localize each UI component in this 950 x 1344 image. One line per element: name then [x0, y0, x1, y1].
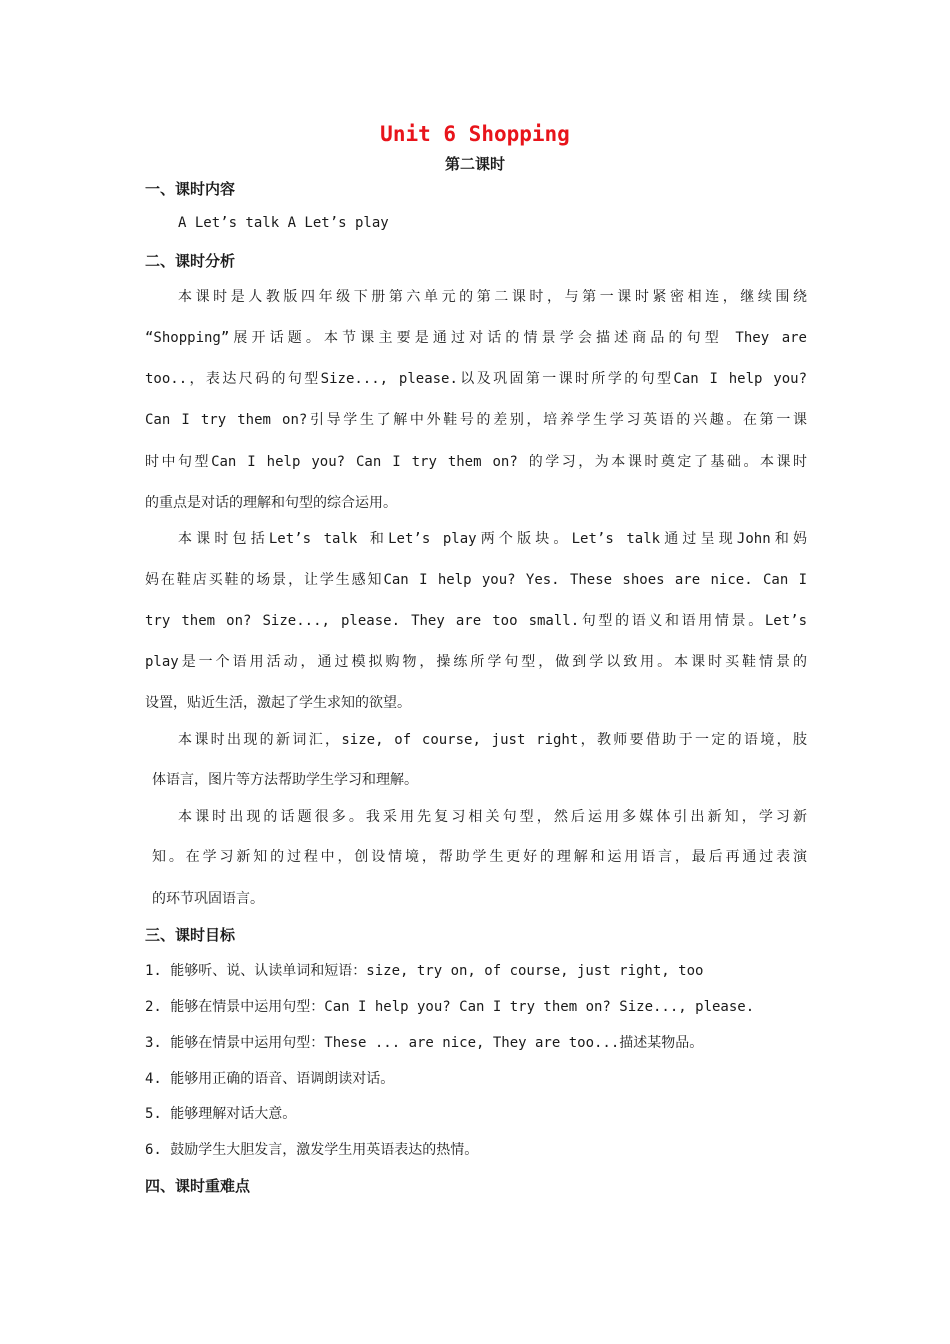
analysis-line: try them on? Size..., please. They are too small.句型的语义和语用情景。Let’s [145, 613, 807, 629]
analysis-line: too..，表达尺码的句型Size..., please.以及巩固第一课时所学的句型Can I help you? [145, 371, 807, 387]
analysis-line: Can I try them on?引导学生了解中外鞋号的差别，培养学生学习英语的兴趣。在第一课 [145, 412, 807, 428]
section-content-text: A Let’s talk A Let’s play [178, 215, 389, 231]
analysis-line: 设置，贴近生活，激起了学生求知的欲望。 [145, 695, 411, 711]
analysis-line: 体语言，图片等方法帮助学生学习和理解。 [152, 772, 418, 788]
analysis-line: 知。在学习新知的过程中，创设情境，帮助学生更好的理解和运用语言，最后再通过表演 [152, 849, 807, 865]
objective-item: 1. 能够听、说、认读单词和短语：size, try on, of course, just right, too [145, 963, 704, 979]
objective-item: 2. 能够在情景中运用句型：Can I help you? Can I try them on? Size..., please. [145, 999, 755, 1015]
analysis-line: 本课时出现的话题很多。我采用先复习相关句型，然后运用多媒体引出新知，学习新 [178, 809, 807, 825]
analysis-line: 本课时包括Let’s talk 和Let’s play两个版块。Let’s talk通过呈现John和妈 [178, 531, 807, 547]
section-heading-analysis: 二、课时分析 [145, 252, 236, 270]
document-subtitle: 第二课时 [444, 155, 505, 173]
objective-item: 4. 能够用正确的语音、语调朗读对话。 [145, 1071, 395, 1087]
analysis-line: 妈在鞋店买鞋的场景，让学生感知Can I help you? Yes. These shoes are nice. Can I [145, 572, 807, 588]
analysis-line: 本课时出现的新词汇，size, of course, just right，教师要借助于一定的语境，肢 [178, 732, 807, 748]
analysis-line: 本课时是人教版四年级下册第六单元的第二课时，与第一课时紧密相连，继续围绕 [178, 289, 807, 305]
objective-item: 5. 能够理解对话大意。 [145, 1106, 297, 1122]
analysis-line: 时中句型Can I help you? Can I try them on? 的学习，为本课时奠定了基础。本课时 [145, 454, 807, 470]
analysis-line: play是一个语用活动，通过模拟购物，操练所学句型，做到学以致用。本课时买鞋情景的 [145, 654, 807, 670]
document-title: Unit 6 Shopping [380, 122, 570, 146]
analysis-line: 的环节巩固语言。 [152, 891, 264, 907]
section-heading-content: 一、课时内容 [145, 180, 236, 198]
analysis-line: 的重点是对话的理解和句型的综合运用。 [145, 495, 397, 511]
section-heading-key-points: 四、课时重难点 [145, 1177, 251, 1195]
section-heading-objectives: 三、课时目标 [145, 926, 236, 944]
objective-item: 6. 鼓励学生大胆发言，激发学生用英语表达的热情。 [145, 1142, 479, 1158]
objective-item: 3. 能够在情景中运用句型：These ... are nice, They are too...描述某物品。 [145, 1035, 704, 1051]
analysis-line: “Shopping”展开话题。本节课主要是通过对话的情景学会描述商品的句型 They are [145, 330, 807, 346]
